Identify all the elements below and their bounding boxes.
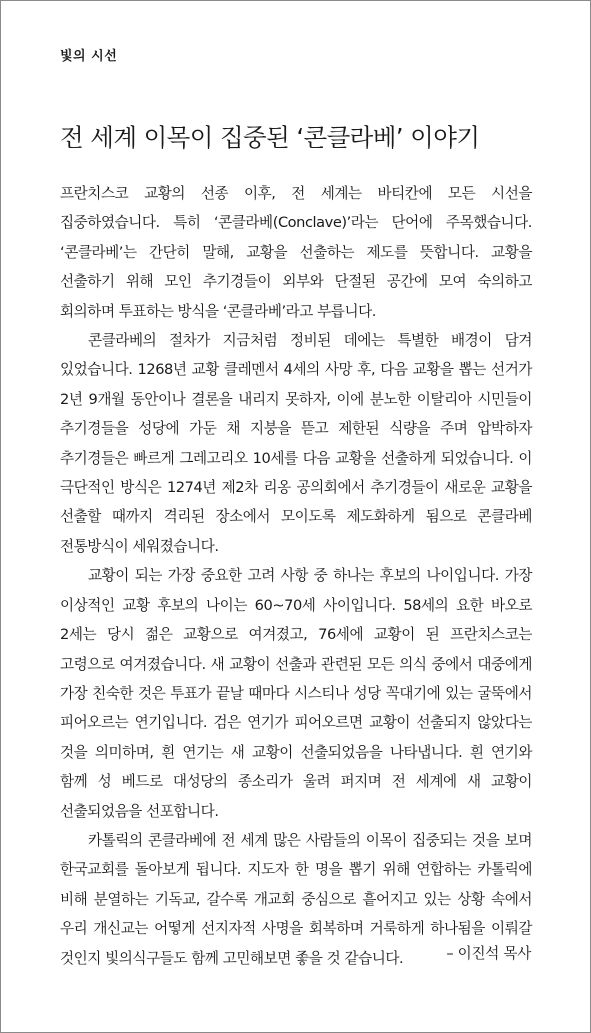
paragraph: 프란치스코 교황의 선종 이후, 전 세계는 바티칸에 모든 시선을 집중하였습니다. 특히 ‘콘클라베(Conclave)’라는 단어에 주목했습니다. ‘콘클라베’는 간단히 말해, 교황을 선출하는 제도를 뜻합니다. 교황을 선출하기 위해 모인 추기경들이 외부와 단절된 공간에 모여 숙의하고 회의하며 투표하는 방식을 ‘콘클라베’라고 부릅니다. xyxy=(60,185,532,320)
section-label: 빛의 시선 xyxy=(60,49,118,64)
article-title: 전 세계 이목이 집중된 ‘콘클라베’ 이야기 xyxy=(60,123,480,152)
paragraph: 카톨릭의 콘클라베에 전 세계 많은 사람들의 이목이 집중되는 것을 보며 한국교회를 돌아보게 됩니다. 지도자 한 명을 뽑기 위해 연합하는 카톨릭에 비해 분열하는 기독교, 갈수록 개교회 중심으로 흩어지고 있는 상황 속에서 우리 개신교는 어떻게 선지자적 사명을 회복하며 거룩하게 하나됨을 이뤄갈 것인지 빛의식구들도 함께 고민해보면 좋을 것 같습니다. xyxy=(60,831,532,967)
article-body xyxy=(60,179,532,973)
author-signature: – 이진석 목사 xyxy=(446,945,531,962)
paragraph: 콘클라베의 절차가 지금처럼 정비된 데에는 특별한 배경이 담겨 있었습니다. 1268년 교황 클레멘서 4세의 사망 후, 다음 교황을 뽑는 선거가 2년 9개월 동안이나 결론을 내리지 못하자, 이에 분노한 이탈리아 시민들이 추기경들을 성당에 가둔 채 지붕을 뜯고 제한된 식량을 주며 압박하자 추기경들은 빠르게 그레고리오 10세를 다음 교황을 선출하게 되었습니다. 이 극단적인 방식은 1274년 제2차 리옹 공의회에서 추기경들이 새로운 교황을 선출할 때까지 격리된 장소에서 모이도록 제도화하게 됨으로 콘클라베 전통방식이 세워졌습니다. xyxy=(60,332,532,555)
paragraph: 교황이 되는 가장 중요한 고려 사항 중 하나는 후보의 나이입니다. 가장 이상적인 교황 후보의 나이는 60~70세 사이입니다. 58세의 요한 바오로 2세는 당시 젊은 교황으로 여겨졌고, 76세에 교황이 된 프란치스코는 고령으로 여겨졌습니다. 새 교황이 선출과 관련된 모든 의식 중에서 대중에게 가장 친숙한 것은 투표가 끝날 때마다 시스티나 성당 꼭대기에 있는 굴뚝에서 피어오르는 연기입니다. 검은 연기가 피어오르면 교황이 선출되지 않았다는 것을 의미하며, 흰 연기는 새 교황이 선출되었음을 나타냅니다. 흰 연기와 함께 성 베드로 대성당의 종소리가 울려 퍼지며 전 세계에 새 교황이 선출되었음을 선포합니다. xyxy=(60,567,532,820)
